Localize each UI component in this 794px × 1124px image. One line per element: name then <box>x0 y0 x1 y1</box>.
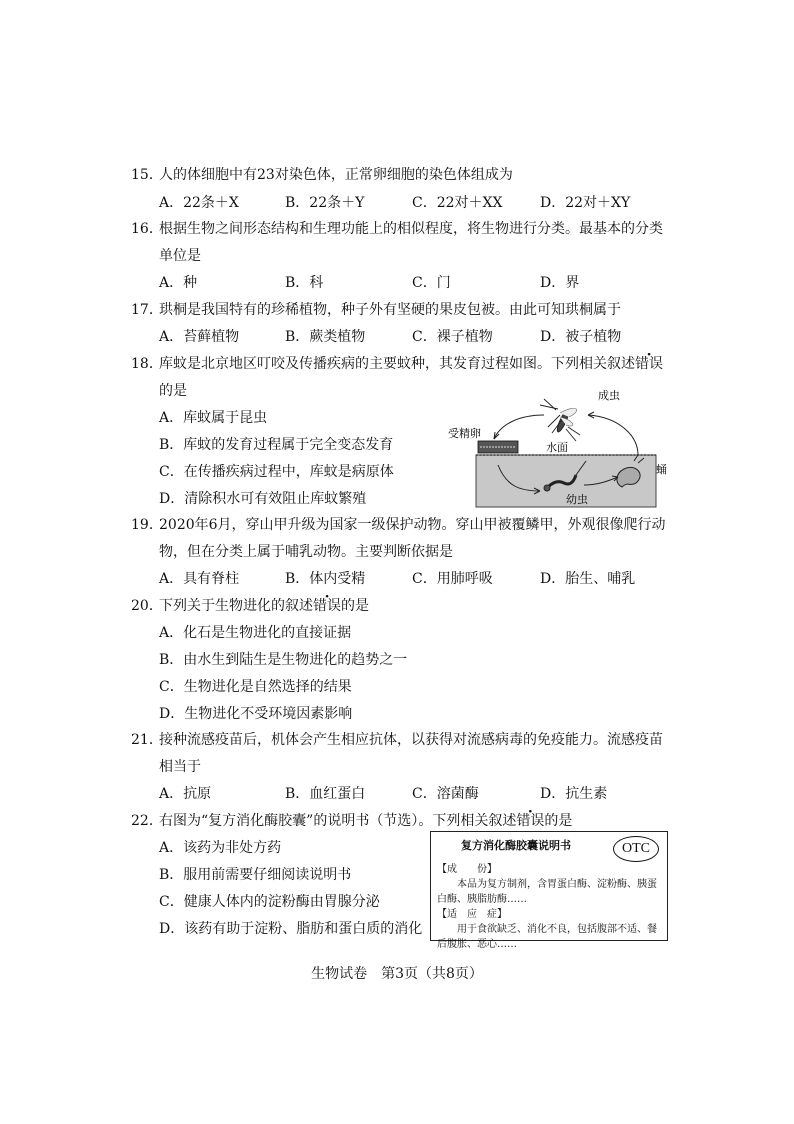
question-15 <box>131 164 513 184</box>
label-title: 复方消化酶胶囊说明书 <box>461 839 571 852</box>
question-text: 根据生物之间形态结构和生理功能上的相似程度，将生物进行分类。最基本的分类 <box>159 221 663 237</box>
life-cycle-diagram <box>448 385 670 509</box>
option-c: C．门 <box>412 275 451 291</box>
option-d: D．生物进化不受环境因素影响 <box>159 706 353 722</box>
option-d: D．该药有助于淀粉、脂肪和蛋白质的消化 <box>159 921 423 937</box>
question-text: 人的体细胞中有23对染色体，正常卵细胞的染色体组成为 <box>159 167 513 183</box>
option-b: B．库蚊的发育过程属于完全变态发育 <box>159 437 394 453</box>
question-text-continued: 相当于 <box>159 759 201 775</box>
question-number: 15． <box>131 167 163 183</box>
option-a: A．库蚊属于昆虫 <box>159 410 268 426</box>
option-b: B．科 <box>285 275 324 291</box>
question-number: 21． <box>131 732 163 748</box>
question-text-continued: 单位是 <box>159 248 201 264</box>
option-b: B．体内受精 <box>285 571 366 587</box>
mosquito-life-cycle-figure <box>448 385 670 509</box>
label-adult: 成虫 <box>598 389 620 402</box>
question-16 <box>131 218 663 238</box>
question-text-continued: 物，但在分类上属于哺乳动物。主要判断依据是 <box>159 544 453 560</box>
option-b: B．血红蛋白 <box>285 786 366 802</box>
label-water: 水面 <box>546 441 568 454</box>
question-18 <box>131 353 663 373</box>
option-a: A．该药为非处方药 <box>159 840 282 856</box>
medicine-label-box <box>430 831 668 950</box>
emphasis-text: 错误 <box>516 813 545 829</box>
option-c: C．裸子植物 <box>412 329 493 345</box>
label-egg: 受精卵 <box>448 427 481 440</box>
label-section-ingredients: 【成 份】 <box>437 864 497 875</box>
question-number: 19． <box>131 517 163 533</box>
question-22 <box>131 810 572 830</box>
option-c: C．健康人体内的淀粉酶由胃腺分泌 <box>159 894 380 910</box>
label-ingredients-text: 本品为复方制剂，含胃蛋白酶、淀粉酶、胰蛋白酶、胰脂肪酶…… <box>437 879 657 905</box>
option-b: B．服用前需要仔细阅读说明书 <box>159 867 352 883</box>
option-c: C．溶菌酶 <box>412 786 479 802</box>
question-number: 20． <box>131 598 163 614</box>
option-a: A．化石是生物进化的直接证据 <box>159 625 352 641</box>
option-c: C．用肺呼吸 <box>412 571 493 587</box>
question-text-continued: 的是 <box>159 383 187 399</box>
option-d: D．胎生、哺乳 <box>540 571 636 587</box>
question-text-end: 的是 <box>544 813 573 829</box>
option-a: A．种 <box>159 275 198 291</box>
option-a: A．抗原 <box>159 786 212 802</box>
question-text: 右图为“复方消化酶胶囊”的说明书（节选）。下列相关叙述 <box>159 813 517 829</box>
question-20 <box>131 595 369 615</box>
emphasis-text: 错误 <box>635 356 663 372</box>
page-footer: 生物试卷 第3页（共8页） <box>311 966 483 982</box>
question-number: 18． <box>131 356 163 372</box>
question-17 <box>131 299 621 319</box>
adult-mosquito <box>540 399 580 441</box>
question-text: 珙桐是我国特有的珍稀植物，种子外有坚硬的果皮包被。由此可知珙桐属于 <box>159 302 621 318</box>
option-b: B．由水生到陆生是生物进化的趋势之一 <box>159 652 408 668</box>
option-c: C．生物进化是自然选择的结果 <box>159 679 352 695</box>
label-pupa: 蛹 <box>656 463 667 476</box>
question-number: 22． <box>131 813 163 829</box>
question-21 <box>131 729 663 749</box>
question-text: 下列关于生物进化的叙述 <box>159 598 313 614</box>
question-19 <box>131 514 666 534</box>
question-text-end: 的是 <box>341 598 369 614</box>
option-d: D．界 <box>540 275 580 291</box>
option-a: A．苔藓植物 <box>159 329 240 345</box>
question-number: 17． <box>131 302 163 318</box>
emphasis-text: 错误 <box>313 598 341 614</box>
option-a: A．22条＋X <box>159 195 239 211</box>
question-number: 16． <box>131 221 163 237</box>
label-body <box>437 862 663 952</box>
label-indications-text: 用于食欲缺乏、消化不良，包括腹部不适、餐后腹胀、恶心…… <box>437 924 657 950</box>
option-d: D．22对＋XY <box>540 195 631 211</box>
option-d: D．被子植物 <box>540 329 622 345</box>
question-text: 接种流感疫苗后，机体会产生相应抗体，以获得对流感病毒的免疫能力。流感疫苗 <box>159 732 663 748</box>
option-c: C．22对＋XX <box>412 195 503 211</box>
option-d: D．抗生素 <box>540 786 608 802</box>
question-text: 2020年6月，穿山甲升级为国家一级保护动物。穿山甲被覆鳞甲，外观很像爬行动 <box>159 517 666 533</box>
option-b: B．22条＋Y <box>285 195 365 211</box>
option-d: D．清除积水可有效阻止库蚊繁殖 <box>159 491 367 507</box>
option-b: B．蕨类植物 <box>285 329 366 345</box>
label-section-indications: 【适 应 症】 <box>437 909 507 920</box>
otc-badge: OTC <box>613 836 659 862</box>
label-larva: 幼虫 <box>566 493 588 506</box>
question-text: 库蚊是北京地区叮咬及传播疾病的主要蚊种，其发育过程如图。下列相关叙述 <box>159 356 635 372</box>
option-a: A．具有脊柱 <box>159 571 240 587</box>
option-c: C．在传播疾病过程中，库蚊是病原体 <box>159 464 394 480</box>
